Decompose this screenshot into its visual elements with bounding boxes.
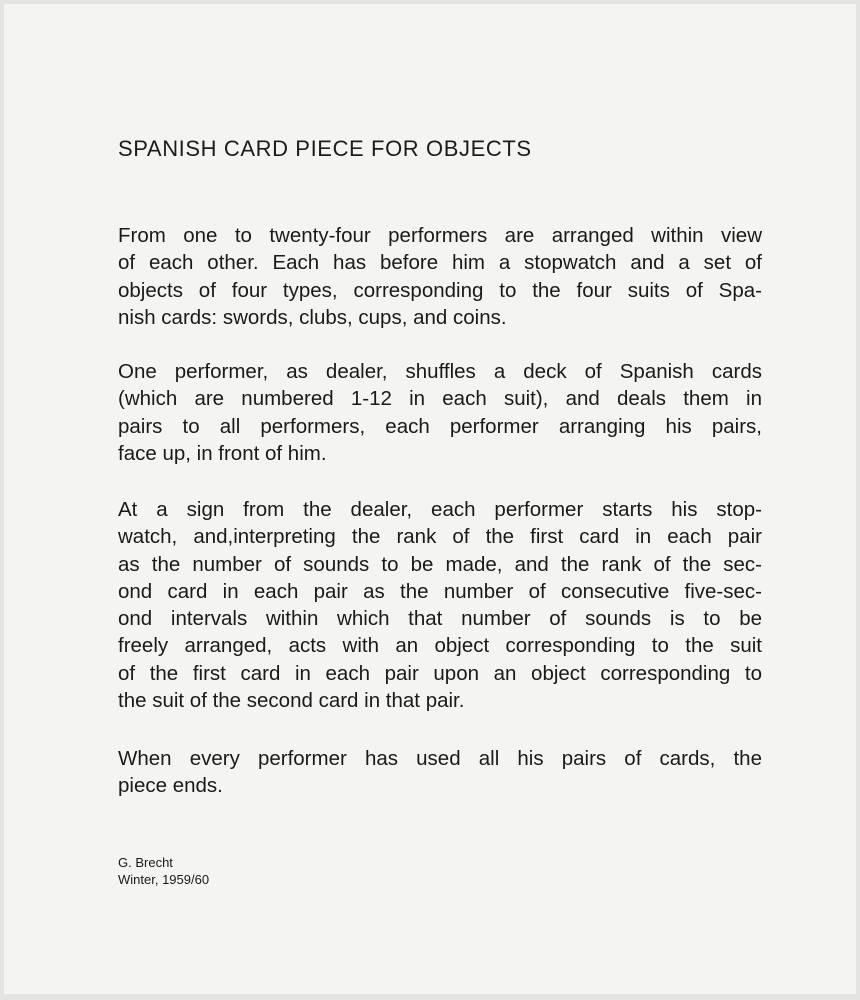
- text-line: ond card in each pair as the number of consecutive five-sec-: [118, 579, 762, 603]
- text-line: face up, in front of him.: [118, 441, 327, 465]
- author-name: G. Brecht: [118, 855, 173, 870]
- text-line: watch, and,interpreting the rank of the first card in each pair: [118, 525, 762, 549]
- score-card: [4, 4, 856, 994]
- text-line: From one to twenty-four performers are arranged within view: [118, 224, 762, 247]
- signature-block: [118, 854, 209, 888]
- text-line: At a sign from the dealer, each performer starts his stop-: [118, 498, 762, 521]
- text-line: as the number of sounds to be made, and the rank of the sec-: [118, 552, 762, 576]
- date-line: Winter, 1959/60: [118, 872, 210, 887]
- text-line: When every performer has used all his pairs of cards, the: [118, 747, 762, 770]
- paragraph-setup: [118, 222, 762, 331]
- text-line: piece ends.: [118, 774, 223, 798]
- text-line: nish cards: swords, clubs, cups, and coins.: [118, 305, 507, 329]
- text-line: pairs to all performers, each performer arranging his pairs,: [118, 414, 762, 438]
- paragraph-performance: [118, 496, 762, 714]
- text-line: the suit of the second card in that pair.: [118, 689, 465, 713]
- text-line: of each other. Each has before him a stopwatch and a set of: [118, 251, 762, 275]
- text-line: freely arranged, acts with an object corresponding to the suit: [118, 634, 762, 658]
- text-line: ond intervals within which that number of sounds is to be: [118, 607, 762, 631]
- text-line: of the first card in each pair upon an object corresponding to: [118, 661, 762, 685]
- text-line: One performer, as dealer, shuffles a deck of Spanish cards: [118, 360, 762, 383]
- text-line: (which are numbered 1-12 in each suit), and deals them in: [118, 387, 762, 411]
- paragraph-ending: [118, 745, 762, 800]
- paragraph-deal: [118, 358, 762, 467]
- text-line: objects of four types, corresponding to the four suits of Spa-: [118, 278, 762, 302]
- page-title: SPANISH CARD PIECE FOR OBJECTS: [118, 136, 532, 161]
